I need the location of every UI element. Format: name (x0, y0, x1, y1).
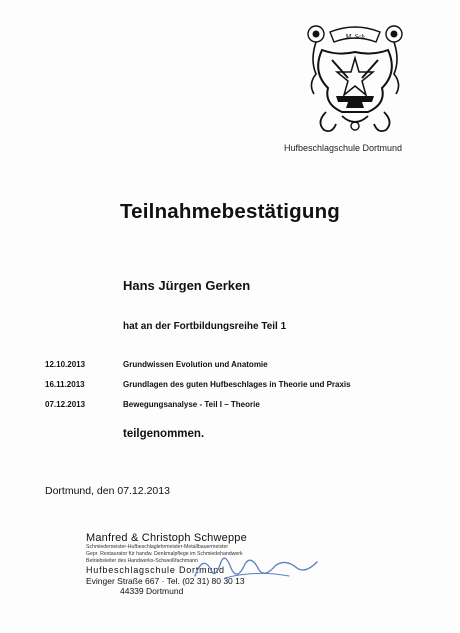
session-row (0, 400, 460, 414)
session-date: 07.12.2013 (45, 400, 86, 409)
school-crest-logo (302, 12, 408, 138)
stamp-name: Manfred & Christoph Schweppe (86, 532, 247, 544)
session-topic: Bewegungsanalyse - Teil I – Theorie (123, 400, 260, 409)
stamp-line: Schmiedemeister-Hufbeschlaglehrmeister-Metallbauermeister (86, 544, 229, 550)
closing-text: teilgenommen. (123, 428, 205, 440)
course-intro: hat an der Fortbildungsreihe Teil 1 (123, 321, 287, 332)
session-row (0, 360, 460, 374)
stamp-line: Gepr. Restaurator für handw. Denkmalpflege im Schmiedehandwerk (86, 551, 243, 557)
certificate-title: Teilnahmebestätigung (119, 200, 341, 223)
logo-banner-text: M. Sch (345, 33, 365, 41)
stamp-street: Evinger Straße 667 · Tel. (02 31) 80 30 13 (86, 576, 245, 586)
stamp-line: Betriebsleiter des Handwerks-Schweißfachmann (86, 558, 198, 564)
handwritten-signature (185, 548, 325, 586)
session-topic: Grundlagen des guten Hufbeschlages in Theorie und Praxis (123, 380, 351, 389)
stamp-city: 44339 Dortmund (120, 586, 184, 596)
session-date: 12.10.2013 (45, 360, 86, 369)
session-row (0, 380, 460, 394)
school-name: Hufbeschlagschule Dortmund (284, 143, 403, 153)
session-topic: Grundwissen Evolution und Anatomie (123, 360, 268, 369)
participant-name: Hans Jürgen Gerken (123, 278, 251, 293)
session-date: 16.11.2013 (45, 380, 85, 389)
place-and-date: Dortmund, den 07.12.2013 (45, 485, 170, 497)
stamp-school: Hufbeschlagschule Dortmund (86, 565, 225, 575)
